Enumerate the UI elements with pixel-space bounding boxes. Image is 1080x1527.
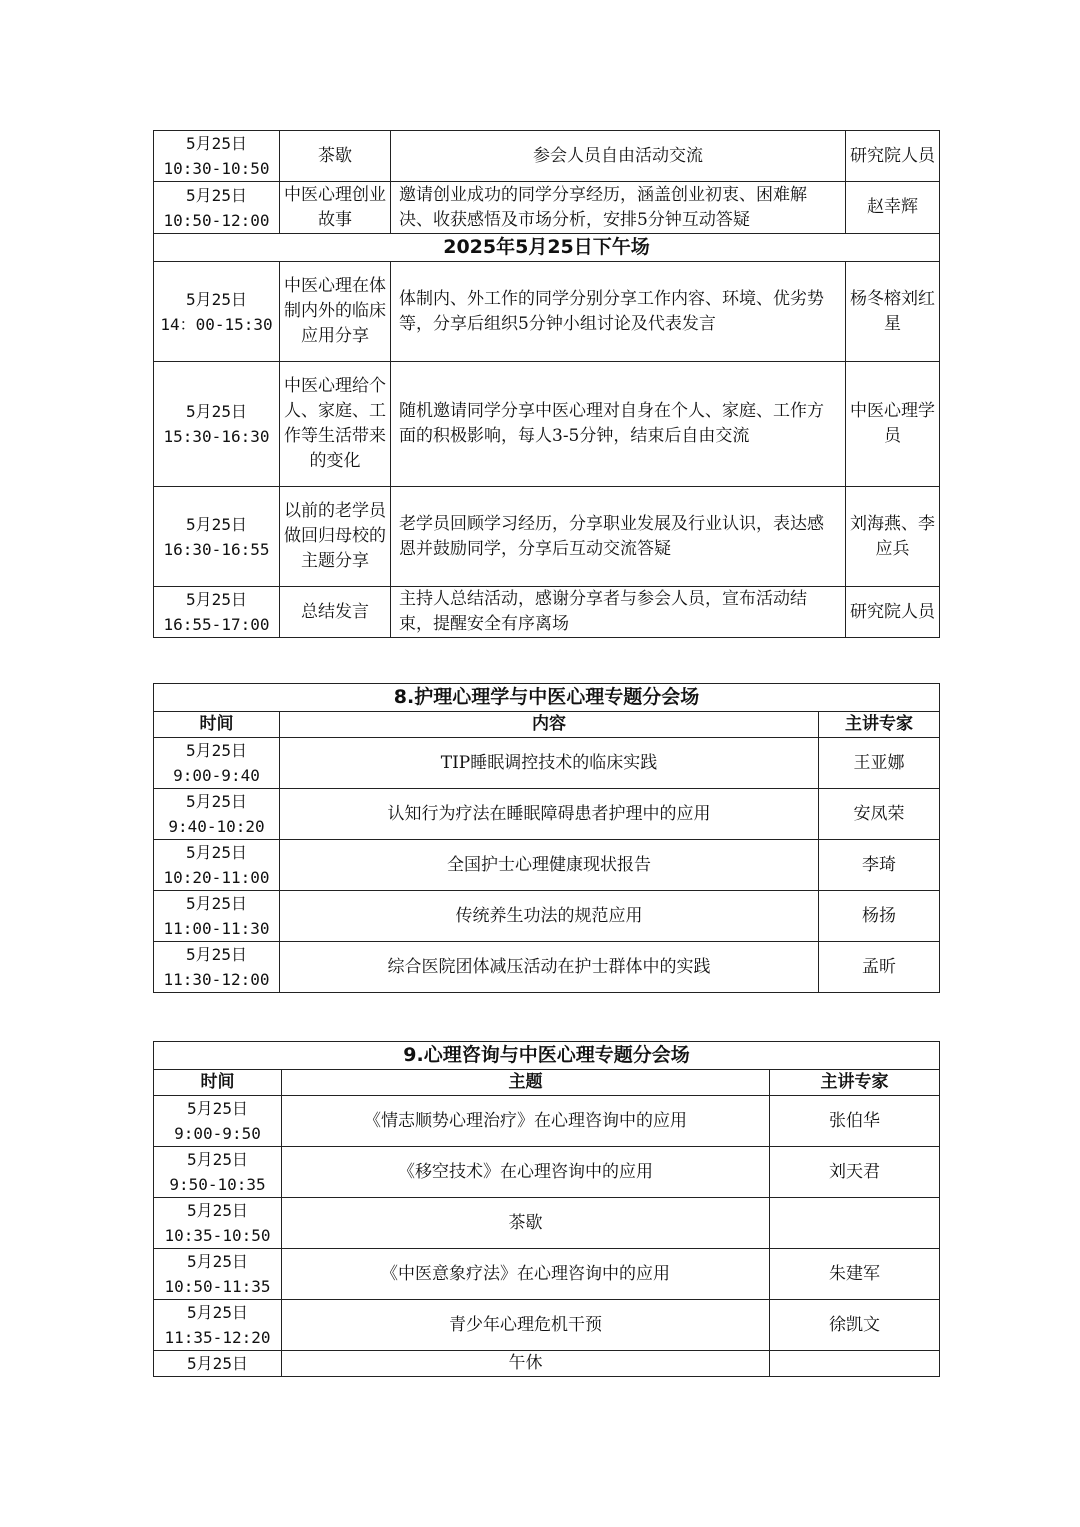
speaker-cell: 杨冬榕刘红星 — [846, 262, 940, 362]
time-cell: 5月25日 11:35-12:20 — [154, 1300, 282, 1351]
table-row — [154, 1249, 940, 1300]
table-row — [154, 840, 940, 891]
speaker-cell: 中医心理学员 — [846, 362, 940, 487]
table-row — [154, 891, 940, 942]
speaker-cell: 张伯华 — [770, 1096, 940, 1147]
time-cell: 5月25日 9:00-9:40 — [154, 738, 280, 789]
time-cell: 5月25日 11:00-11:30 — [154, 891, 280, 942]
table-row — [154, 1351, 940, 1377]
speaker-cell — [770, 1351, 940, 1377]
header-speaker: 主讲专家 — [770, 1070, 940, 1096]
time-cell: 5月25日 10:20-11:00 — [154, 840, 280, 891]
time-cell: 5月25日 9:00-9:50 — [154, 1096, 282, 1147]
topic-cell: 中医心理给个人、家庭、工作等生活带来的变化 — [280, 362, 391, 487]
content-cell: 《中医意象疗法》在心理咨询中的应用 — [282, 1249, 770, 1300]
content-cell: 青少年心理危机干预 — [282, 1300, 770, 1351]
header-time: 时间 — [154, 1070, 282, 1096]
time-cell: 5月25日 10:50-11:35 — [154, 1249, 282, 1300]
speaker-cell: 赵幸辉 — [846, 182, 940, 234]
topic-cell: 中医心理在体制内外的临床应用分享 — [280, 262, 391, 362]
content-cell: 主持人总结活动，感谢分享者与参会人员，宣布活动结束，提醒安全有序离场 — [391, 587, 846, 638]
table-title-row — [154, 684, 940, 712]
table-row — [154, 942, 940, 993]
speaker-cell: 安凤荣 — [819, 789, 940, 840]
speaker-cell: 研究院人员 — [846, 131, 940, 182]
time-cell: 5月25日 10:35-10:50 — [154, 1198, 282, 1249]
content-cell: 认知行为疗法在睡眠障碍患者护理中的应用 — [280, 789, 819, 840]
header-topic: 主题 — [282, 1070, 770, 1096]
table-row — [154, 789, 940, 840]
time-cell: 5月25日 16:30-16:55 — [154, 487, 280, 587]
speaker-cell: 朱建军 — [770, 1249, 940, 1300]
speaker-cell: 孟昕 — [819, 942, 940, 993]
header-speaker: 主讲专家 — [819, 712, 940, 738]
content-cell: 传统养生功法的规范应用 — [280, 891, 819, 942]
table-row — [154, 1300, 940, 1351]
table-row — [154, 362, 940, 487]
header-row — [154, 1070, 940, 1096]
time-cell: 5月25日 10:50-12:00 — [154, 182, 280, 234]
topic-cell: 茶歇 — [280, 131, 391, 182]
table-title: 8.护理心理学与中医心理专题分会场 — [154, 684, 940, 712]
time-cell: 5月25日 9:50-10:35 — [154, 1147, 282, 1198]
content-cell: 茶歇 — [282, 1198, 770, 1249]
table-row — [154, 487, 940, 587]
section-title: 2025年5月25日下午场 — [154, 234, 940, 262]
content-cell: 全国护士心理健康现状报告 — [280, 840, 819, 891]
time-cell: 5月25日 11:30-12:00 — [154, 942, 280, 993]
section-title-row — [154, 234, 940, 262]
header-time: 时间 — [154, 712, 280, 738]
topic-cell: 中医心理创业故事 — [280, 182, 391, 234]
speaker-cell — [770, 1198, 940, 1249]
table-row — [154, 182, 940, 234]
content-cell: 《情志顺势心理治疗》在心理咨询中的应用 — [282, 1096, 770, 1147]
header-content: 内容 — [280, 712, 819, 738]
time-cell: 5月25日 15:30-16:30 — [154, 362, 280, 487]
content-cell: 《移空技术》在心理咨询中的应用 — [282, 1147, 770, 1198]
content-cell: 随机邀请同学分享中医心理对自身在个人、家庭、工作方面的积极影响，每人3-5分钟，结束后自由交流 — [391, 362, 846, 487]
nursing-psychology-table — [153, 683, 940, 993]
speaker-cell: 杨扬 — [819, 891, 940, 942]
content-cell: 午休 — [282, 1351, 770, 1377]
content-cell: 综合医院团体减压活动在护士群体中的实践 — [280, 942, 819, 993]
time-cell: 5月25日 16:55-17:00 — [154, 587, 280, 638]
schedule-table-continued — [153, 130, 940, 638]
table-title-row — [154, 1042, 940, 1070]
time-cell: 5月25日 14：00-15:30 — [154, 262, 280, 362]
content-cell: 参会人员自由活动交流 — [391, 131, 846, 182]
table-row — [154, 131, 940, 182]
table-row — [154, 738, 940, 789]
speaker-cell: 研究院人员 — [846, 587, 940, 638]
time-cell: 5月25日 10:30-10:50 — [154, 131, 280, 182]
topic-cell: 以前的老学员做回归母校的主题分享 — [280, 487, 391, 587]
time-cell: 5月25日 9:40-10:20 — [154, 789, 280, 840]
speaker-cell: 王亚娜 — [819, 738, 940, 789]
table-row — [154, 1147, 940, 1198]
table-title: 9.心理咨询与中医心理专题分会场 — [154, 1042, 940, 1070]
counseling-table — [153, 1041, 940, 1377]
table-row — [154, 1198, 940, 1249]
header-row — [154, 712, 940, 738]
speaker-cell: 刘海燕、李应兵 — [846, 487, 940, 587]
topic-cell: 总结发言 — [280, 587, 391, 638]
content-cell: 邀请创业成功的同学分享经历，涵盖创业初衷、困难解决、收获感悟及市场分析，安排5分钟互动答疑 — [391, 182, 846, 234]
table-row — [154, 587, 940, 638]
table-row — [154, 1096, 940, 1147]
content-cell: 老学员回顾学习经历，分享职业发展及行业认识，表达感恩并鼓励同学，分享后互动交流答疑 — [391, 487, 846, 587]
content-cell: TIP睡眠调控技术的临床实践 — [280, 738, 819, 789]
speaker-cell: 徐凯文 — [770, 1300, 940, 1351]
speaker-cell: 刘天君 — [770, 1147, 940, 1198]
speaker-cell: 李琦 — [819, 840, 940, 891]
time-cell: 5月25日 — [154, 1351, 282, 1377]
content-cell: 体制内、外工作的同学分别分享工作内容、环境、优劣势等，分享后组织5分钟小组讨论及代表发言 — [391, 262, 846, 362]
table-row — [154, 262, 940, 362]
